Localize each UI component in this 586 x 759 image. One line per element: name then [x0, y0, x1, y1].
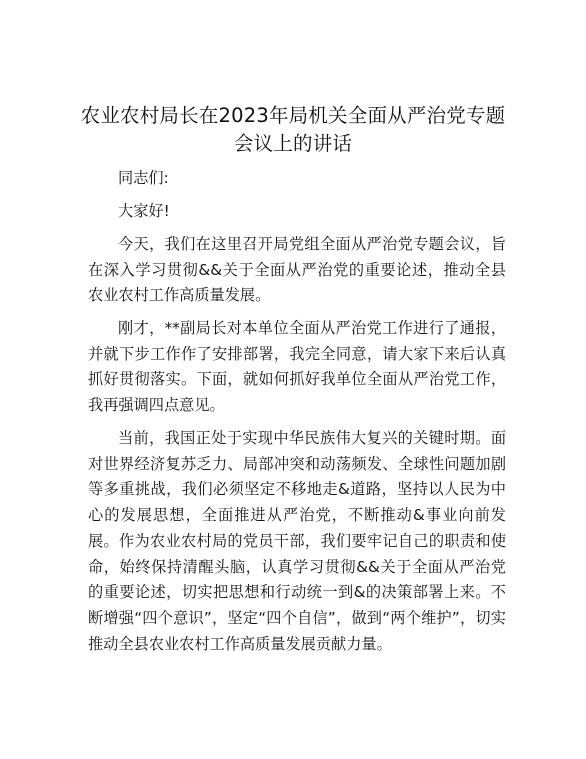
paragraph-3: 当前，我国正处于实现中华民族伟大复兴的关键时期。面对世界经济复苏乏力、局部冲突和动荡频发、全球性问题加剧等多重挑战，我们必须坚定不移地走&道路，坚持以人民为中心的发展思想，全面推进从严治党，不断推动&事业向前发展。作为农业农村局的党员干部，我们要牢记自己的职责和使命，始终保持清醒头脑，认真学习贯彻&&关于全面从严治党的重要论述，切实把思想和行动统一到&的决策部署上来。不断增强“四个意识”，坚定“四个自信”，做到“两个维护”，切实推动全县农业农村工作高质量发展贡献力量。 — [88, 429, 506, 653]
salutation: 同志们: — [118, 169, 169, 187]
document-title: 农业农村局长在2023年局机关全面从严治党专题会议上的讲话 — [80, 104, 506, 155]
greeting: 大家好! — [118, 202, 170, 220]
paragraph-2: 刚才，**副局长对本单位全面从严治党工作进行了通报，并就下步工作作了安排部署，我完全同意，请大家下来后认真抓好贯彻落实。下面，就如何抓好我单位全面从严治党工作，我再强调四点意见。 — [88, 319, 506, 415]
paragraph-1: 今天，我们在这里召开局党组全面从严治党专题会议，旨在深入学习贯彻&&关于全面从严治党的重要论述，推动全县农业农村工作高质量发展。 — [88, 235, 506, 305]
